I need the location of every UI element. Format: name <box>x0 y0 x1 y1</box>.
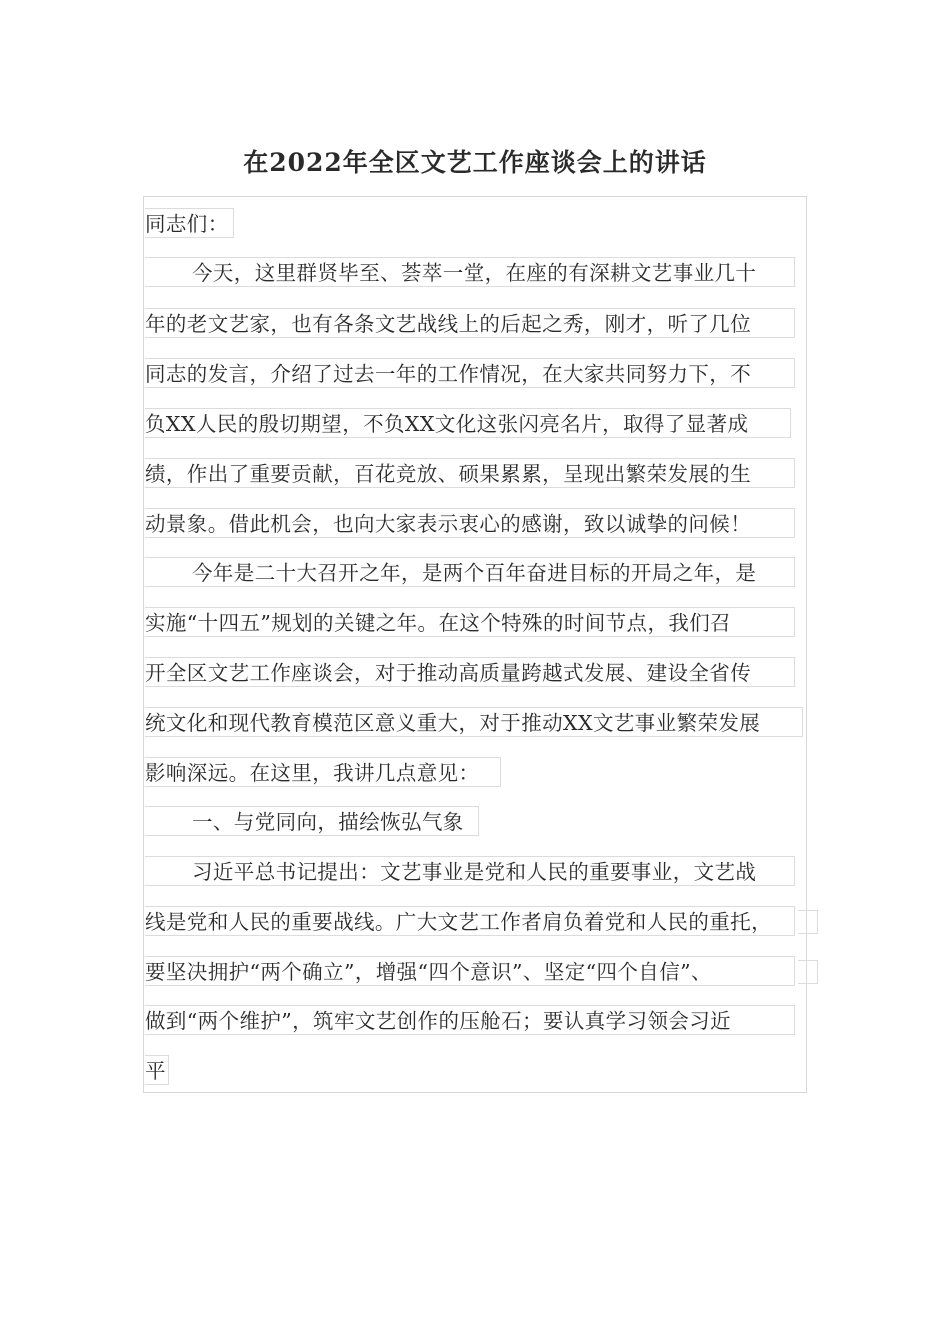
paragraph-3-line-2: 线是党和人民的重要战线。广大文艺工作者肩负着党和人民的重托， <box>145 906 795 936</box>
paragraph-2-line-5: 影响深远。在这里，我讲几点意见： <box>145 757 501 787</box>
paragraph-1-line-5: 绩，作出了重要贡献，百花竞放、硕果累累，呈现出繁荣发展的生 <box>145 458 795 488</box>
paragraph-3-line-4: 做到“两个维护”，筑牢文艺创作的压舱石；要认真学习领会习近 <box>145 1005 795 1035</box>
paragraph-2-line-3: 开全区文艺工作座谈会，对于推动高质量跨越式发展、建设全省传 <box>145 657 795 687</box>
paragraph-1-line-6: 动景象。借此机会，也向大家表示衷心的感谢，致以诚挚的问候！ <box>145 508 795 538</box>
paragraph-1-line-1: 今天，这里群贤毕至、荟萃一堂，在座的有深耕文艺事业几十 <box>145 257 795 287</box>
paragraph-2-line-2: 实施“十四五”规划的关键之年。在这个特殊的时间节点，我们召 <box>145 607 795 637</box>
paragraph-3-line-1: 习近平总书记提出：文艺事业是党和人民的重要事业，文艺战 <box>145 856 795 886</box>
paragraph-2-line-4: 统文化和现代教育模范区意义重大，对于推动XX文艺事业繁荣发展 <box>145 707 803 737</box>
paragraph-1-line-2: 年的老文艺家，也有各条文艺战线上的后起之秀，刚才，听了几位 <box>145 308 795 338</box>
paragraph-3-line-3: 要坚决拥护“两个确立”，增强“四个意识”、坚定“四个自信”、 <box>145 956 795 986</box>
salutation-line: 同志们： <box>145 208 234 238</box>
overflow-punctuation-box <box>798 960 818 984</box>
overflow-punctuation-box <box>798 910 818 934</box>
paragraph-1-line-4: 负XX人民的殷切期望，不负XX文化这张闪亮名片，取得了显著成 <box>145 408 791 438</box>
paragraph-3-line-5: 平 <box>145 1055 169 1085</box>
section-heading-1: 一、与党同向，描绘恢弘气象 <box>145 806 479 836</box>
paragraph-1-line-3: 同志的发言，介绍了过去一年的工作情况，在大家共同努力下，不 <box>145 358 795 388</box>
paragraph-2-line-1: 今年是二十大召开之年，是两个百年奋进目标的开局之年，是 <box>145 557 795 587</box>
document-title: 在2022年全区文艺工作座谈会上的讲话 <box>243 148 707 177</box>
